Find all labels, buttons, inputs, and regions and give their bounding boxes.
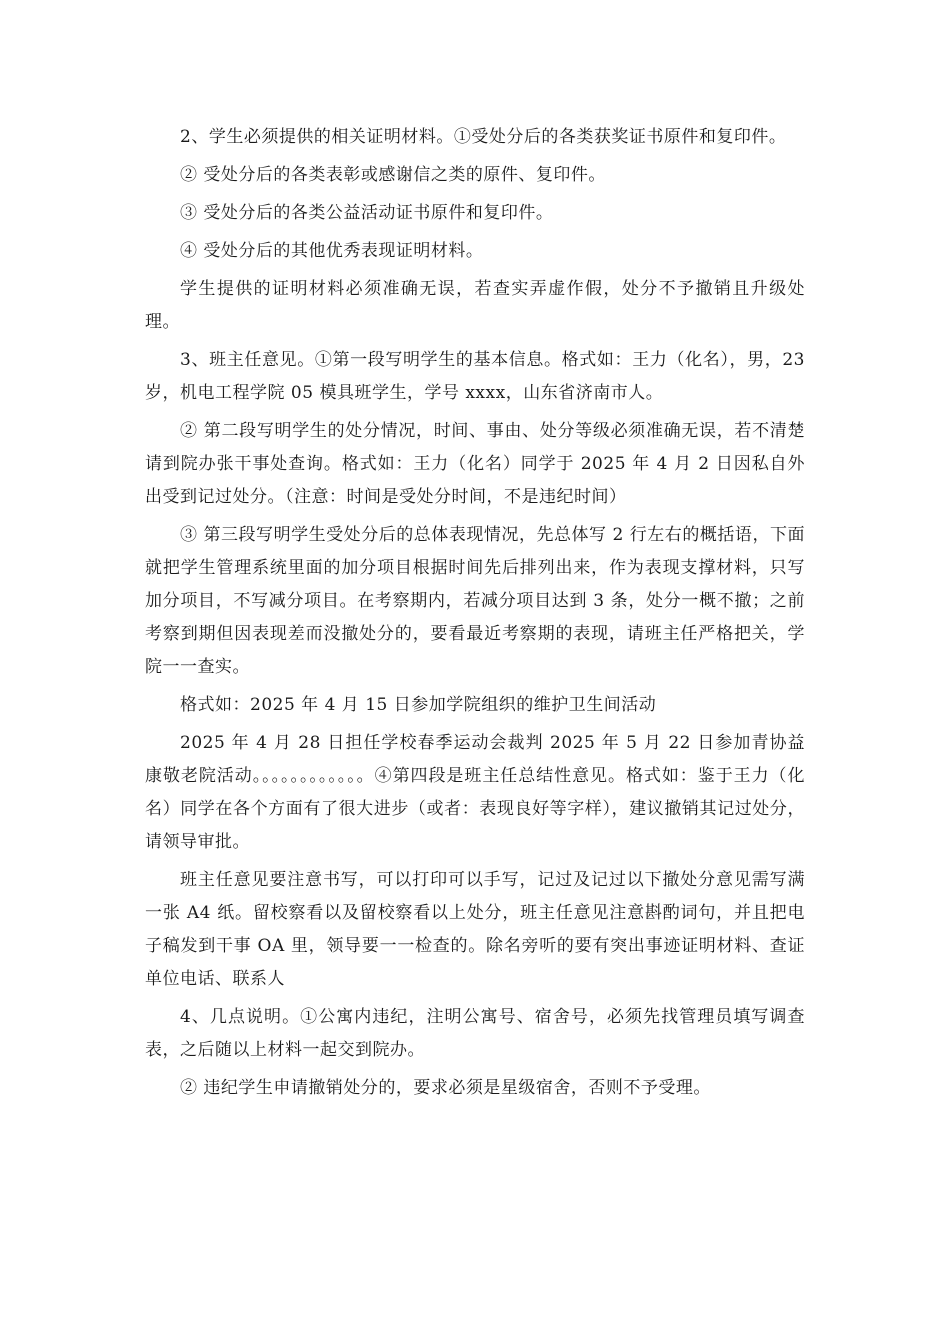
paragraph-item-3-performance: ③ 第三段写明学生受处分后的总体表现情况，先总体写 2 行左右的概括语，下面就把学生管理系统里面的加分项目根据时间先后排列出来，作为表现支撑材料，只写加分项目，不写减分项目。在考察期内，若减分项目达到 3 条，处分一概不撤；之前考察到期但因表现差而没撤处分的，要看最近考察期的表现，请班主任严格把关，学院一一查实。 — [145, 525, 805, 677]
paragraph-item-3-summary: 2025 年 4 月 28 日担任学校春季运动会裁判 2025 年 5 月 22 日参加青协益康敬老院活动。。。。。。。。。。。。④第四段是班主任总结性意见。格式如：鉴于王力（化名）同学在各个方面有了很大进步（或者：表现良好等字样），建议撤销其记过处分，请领导审批。 — [145, 733, 805, 852]
paragraph-item-2-commendation: ② 受处分后的各类表彰或感谢信之类的原件、复印件。 — [180, 165, 606, 185]
paragraph-item-2-public-welfare: ③ 受处分后的各类公益活动证书原件和复印件。 — [180, 203, 554, 223]
paragraph-item-2-other: ④ 受处分后的其他优秀表现证明材料。 — [180, 241, 484, 261]
paragraph-writing-requirements: 班主任意见要注意书写，可以打印可以手写，记过及记过以下撤处分意见需写满一张 A4 纸。留校察看以及留校察看以上处分，班主任意见注意斟酌词句，并且把电子稿发到干事 OA 里，领导要一一检查的。除名旁听的要有突出事迹证明材料、查证单位电话、联系人 — [145, 870, 805, 989]
paragraph-item-3-basic-info: 3、班主任意见。①第一段写明学生的基本信息。格式如：王力（化名），男，23 岁，机电工程学院 05 模具班学生，学号 xxxx，山东省济南市人。 — [145, 350, 805, 403]
paragraph-evidence-accuracy: 学生提供的证明材料必须准确无误，若查实弄虚作假，处分不予撤销且升级处理。 — [145, 279, 805, 332]
document-body — [145, 121, 805, 1110]
paragraph-item-3-discipline: ② 第二段写明学生的处分情况，时间、事由、处分等级必须准确无误，若不清楚请到院办张干事处查询。格式如：王力（化名）同学于 2025 年 4 月 2 日因私自外出受到记过处分。（注意：时间是受处分时间，不是违纪时间） — [145, 421, 805, 507]
paragraph-item-4-notes: 4、几点说明。①公寓内违纪，注明公寓号、宿舍号，必须先找管理员填写调查表，之后随以上材料一起交到院办。 — [145, 1007, 805, 1060]
paragraph-format-example: 格式如：2025 年 4 月 15 日参加学院组织的维护卫生间活动 — [180, 695, 657, 715]
paragraph-item-4-star-dorm: ② 违纪学生申请撤销处分的，要求必须是星级宿舍，否则不予受理。 — [180, 1078, 711, 1098]
paragraph-item-2-evidence: 2、学生必须提供的相关证明材料。①受处分后的各类获奖证书原件和复印件。 — [180, 127, 787, 147]
